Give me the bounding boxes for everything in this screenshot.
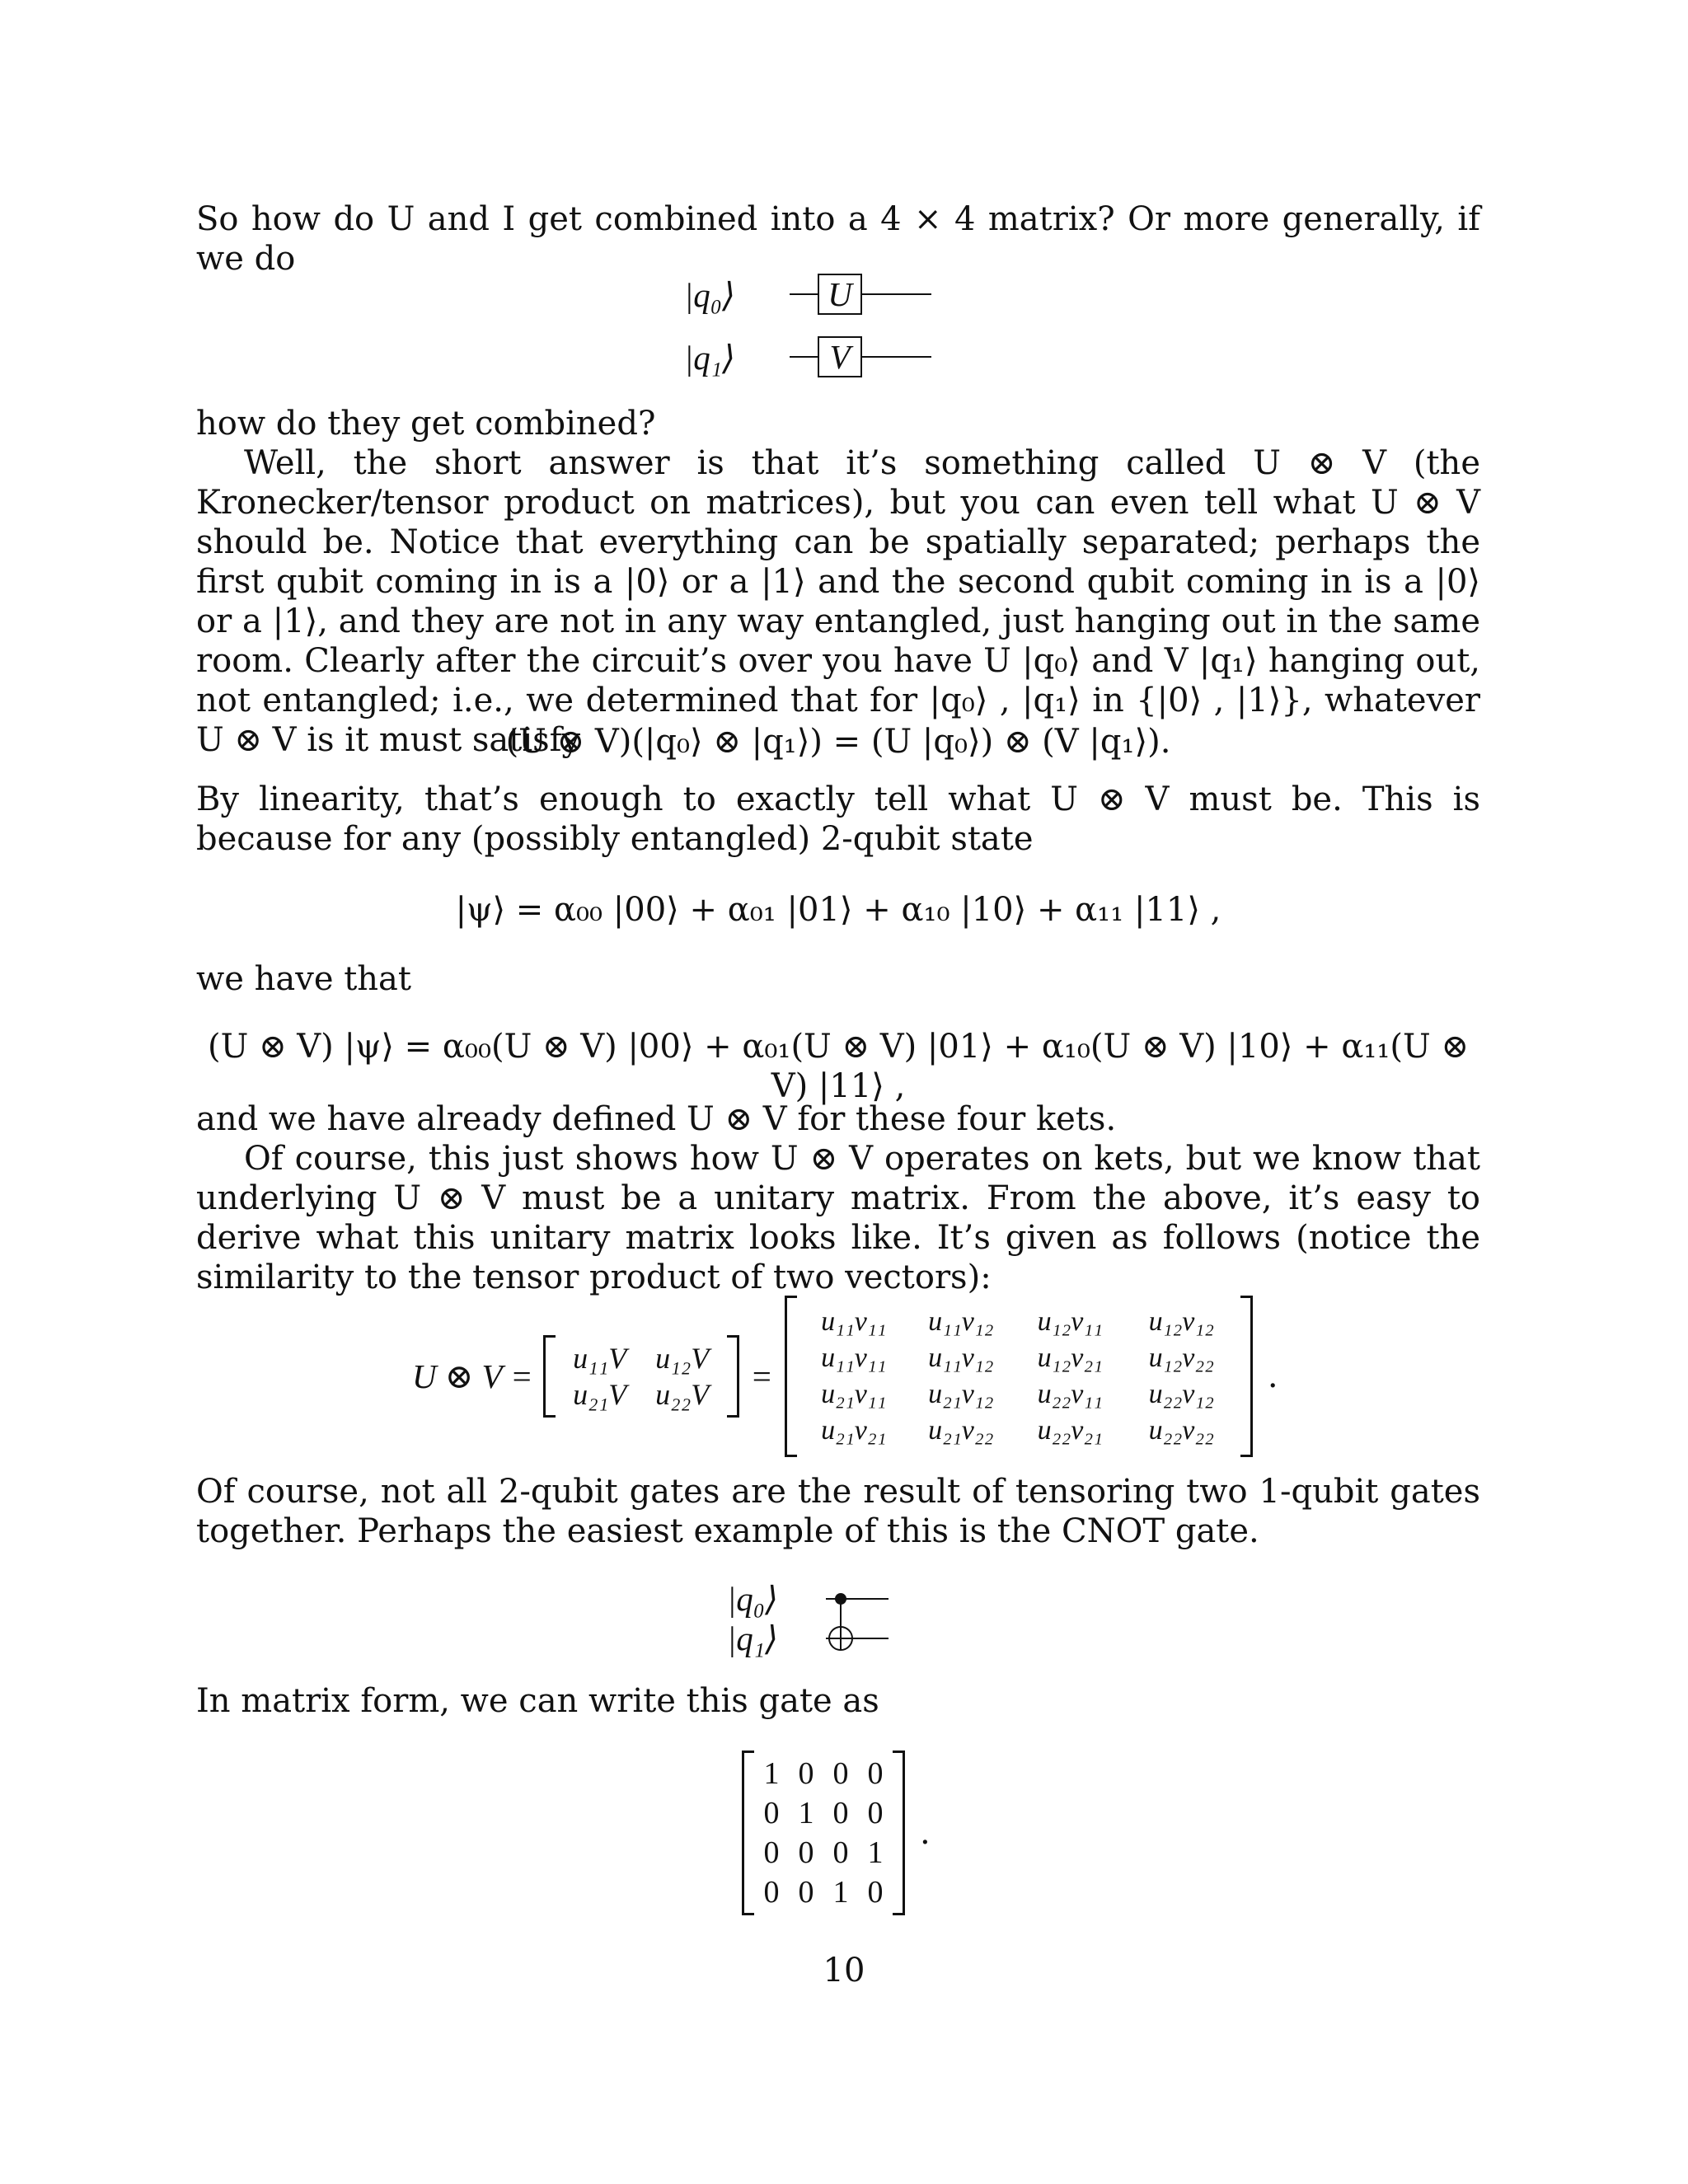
matrix-cell: u₁₁v₁₁ — [821, 1306, 887, 1337]
paragraph-unitary: Of course, this just shows how U ⊗ V operates on kets, but we know that underlying U ⊗ V must be a unitary matrix. From the above, it’s easy to derive what this unitary matrix looks like. It’s given as follows (notice the similarity to the tensor product of two vectors): — [196, 1140, 1480, 1296]
matrix-cell: u₁₁v₁₂ — [928, 1306, 994, 1337]
paragraph-cnot-intro: Of course, not all 2-qubit gates are the result of tensoring two 1-qubit gates together. Perhaps the easiest example of this is the CNOT gate. — [196, 1473, 1480, 1550]
matrix-cell: 1 — [867, 1835, 884, 1870]
matrix-cell: 0 — [832, 1796, 849, 1830]
qubit-label-q0: |q₀⟩ — [727, 1580, 779, 1618]
circuit-diagram-u-v — [676, 272, 940, 379]
matrix-cell: u₂₂v₁₂ — [1148, 1379, 1214, 1409]
matrix-cell: 0 — [867, 1796, 884, 1830]
matrix-cell: 0 — [798, 1756, 814, 1791]
matrix-cell: u₂₁v₁₁ — [821, 1379, 887, 1409]
tensor-equals: = — [752, 1357, 771, 1395]
tensor-lhs: U ⊗ V = — [412, 1357, 533, 1395]
gate-u: U — [818, 274, 862, 315]
matrix-cell: u₂₂v₁₁ — [1037, 1379, 1103, 1409]
cnot-cells — [754, 1755, 893, 1911]
tensor-period: . — [1267, 1357, 1278, 1395]
matrix-cell: u₂₁v₂₂ — [928, 1415, 994, 1446]
small-matrix-left-bracket — [543, 1335, 556, 1418]
matrix-cell: u₂₂v₂₂ — [1148, 1415, 1214, 1446]
matrix-cell: 0 — [867, 1875, 884, 1910]
matrix-cell: 0 — [763, 1835, 780, 1870]
matrix-cell: u₂₂v₂₁ — [1037, 1415, 1103, 1446]
matrix-cell: 0 — [832, 1756, 849, 1791]
matrix-cell: 1 — [798, 1796, 814, 1830]
matrix-cell: u₁₂V — [655, 1342, 710, 1375]
paragraph-defined: and we have already defined U ⊗ V for these four kets. — [196, 1100, 1117, 1138]
paragraph-linearity: By linearity, that’s enough to exactly tell what U ⊗ V must be. This is because for any (possibly entangled) 2-qubit state — [196, 780, 1480, 858]
paragraph-matrix-form: In matrix form, we can write this gate as — [196, 1682, 879, 1720]
matrix-cell: 0 — [832, 1835, 849, 1870]
big-matrix — [797, 1306, 1240, 1446]
big-matrix-left-bracket — [785, 1296, 797, 1457]
page-number: 10 — [823, 1952, 865, 1990]
matrix-cell: 0 — [798, 1875, 814, 1910]
matrix-cell: 1 — [763, 1756, 780, 1791]
gate-v: V — [818, 336, 862, 377]
cnot-matrix — [742, 1750, 931, 1915]
matrix-cell: u₂₂V — [655, 1378, 710, 1411]
matrix-cell: u₂₁V — [573, 1378, 627, 1411]
paragraph-kronecker: Well, the short answer is that it’s something called U ⊗ V (the Kronecker/tensor product on matrices), but you can even tell what U ⊗ V should be. Notice that everything can be spatially separated; perhaps the first qubit coming in is a |0⟩ or a |1⟩ and the second qubit coming in is a |0⟩ or a |1⟩, and they are not in any way entangled, just hanging out in the same room. Clearly after the circuit’s over you have U |q₀⟩ and V |q₁⟩ hanging out, not entangled; i.e., we determined that for |q₀⟩ , |q₁⟩ in {|0⟩ , |1⟩}, whatever U ⊗ V is it must satisfy — [196, 444, 1480, 759]
small-matrix — [556, 1341, 727, 1412]
matrix-cell: u₁₁v₁₁ — [821, 1343, 887, 1373]
cnot-period: . — [920, 1814, 931, 1852]
matrix-cell: u₁₂v₂₂ — [1148, 1343, 1214, 1373]
paragraph-intro: So how do U and I get combined into a 4 × 4 matrix? Or more generally, if we do — [196, 200, 1480, 278]
equation-psi: |ψ⟩ = α₀₀ |00⟩ + α₀₁ |01⟩ + α₁₀ |10⟩ + α₁₁ |11⟩ , — [455, 891, 1221, 929]
matrix-cell: u₁₁V — [573, 1342, 627, 1375]
matrix-cell: u₁₂v₁₂ — [1148, 1306, 1214, 1337]
cnot-right-bracket — [893, 1750, 905, 1915]
cnot-gate-graphic — [724, 1579, 905, 1661]
control-dot — [835, 1593, 846, 1605]
small-matrix-right-bracket — [727, 1335, 739, 1418]
circuit-diagram-cnot — [724, 1579, 905, 1661]
matrix-cell: 1 — [832, 1875, 849, 1910]
matrix-cell: 0 — [763, 1796, 780, 1830]
matrix-cell: 0 — [763, 1875, 780, 1910]
matrix-cell: u₁₁v₁₂ — [928, 1343, 994, 1373]
matrix-cell: u₂₁v₁₂ — [928, 1379, 994, 1409]
matrix-cell: u₁₂v₁₁ — [1037, 1306, 1103, 1337]
cnot-left-bracket — [742, 1750, 754, 1915]
equation-expansion: (U ⊗ V) |ψ⟩ = α₀₀(U ⊗ V) |00⟩ + α₀₁(U ⊗ V) |01⟩ + α₁₀(U ⊗ V) |10⟩ + α₁₁(U ⊗ V) |11⟩ , — [208, 1028, 1469, 1105]
equation-tensor-action: (U ⊗ V)(|q₀⟩ ⊗ |q₁⟩) = (U |q₀⟩) ⊗ (V |q₁⟩). — [505, 723, 1171, 761]
qubit-label-q1: |q₁⟩ — [684, 339, 736, 377]
matrix-cell: u₂₁v₂₁ — [821, 1415, 887, 1446]
matrix-cell: 0 — [798, 1835, 814, 1870]
paragraph-combined: how do they get combined? — [196, 405, 656, 443]
tensor-product-equation — [412, 1294, 1278, 1459]
big-matrix-right-bracket — [1240, 1296, 1253, 1457]
qubit-label-q0: |q₀⟩ — [684, 276, 736, 314]
qubit-label-q1: |q₁⟩ — [727, 1619, 779, 1657]
matrix-cell: u₁₂v₂₁ — [1037, 1343, 1103, 1373]
matrix-cell: 0 — [867, 1756, 884, 1791]
paragraph-we-have: we have that — [196, 960, 411, 998]
